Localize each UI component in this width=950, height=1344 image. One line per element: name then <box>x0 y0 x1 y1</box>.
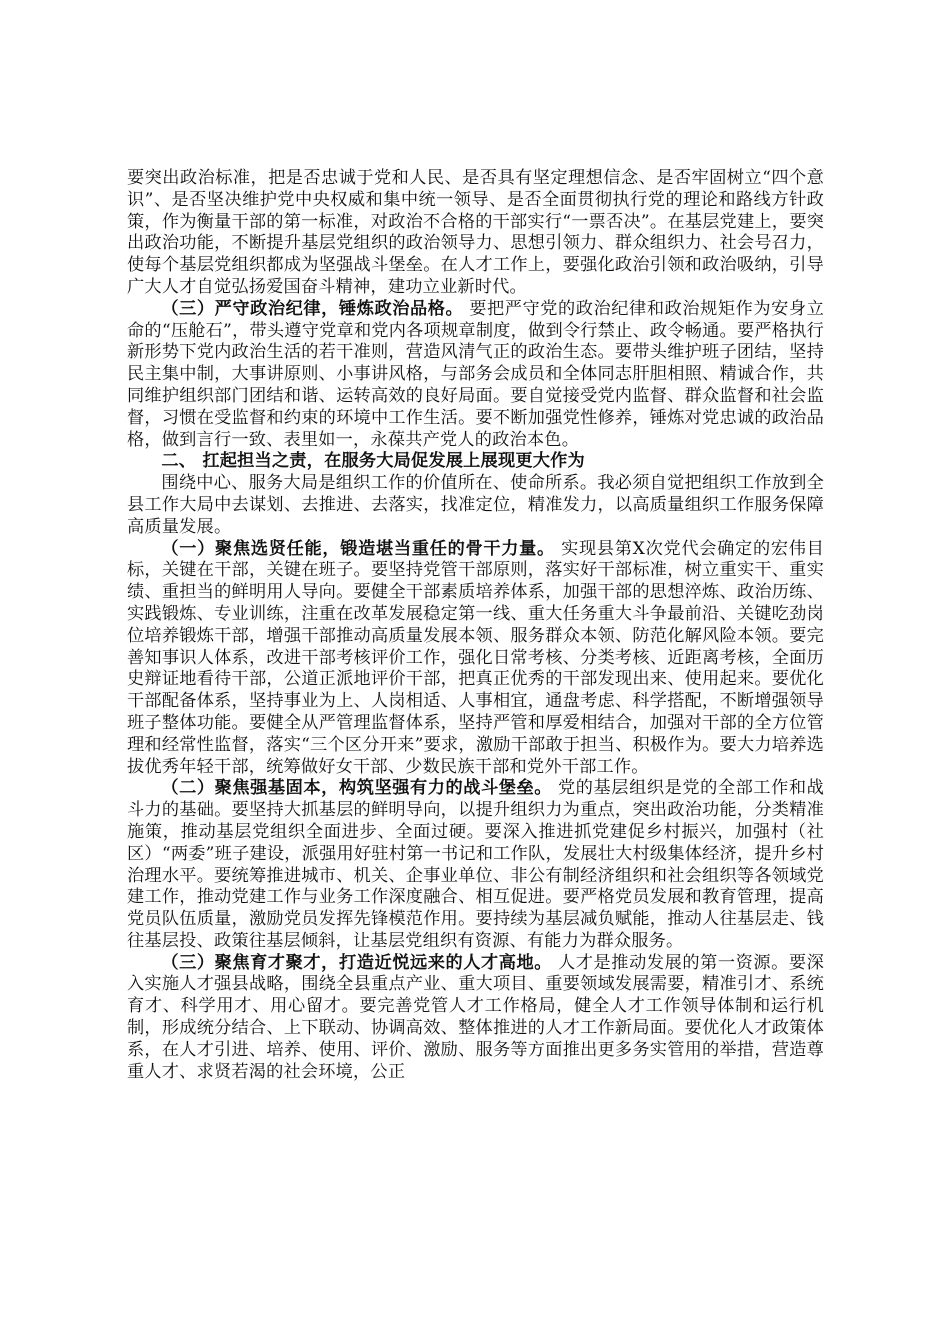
section-grassroots-text: 党的基层组织是党的全部工作和战斗力的基础。要坚持大抓基层的鲜明导向，以提升组织力为重点，突出政治功能，分类精准施策，推动基层党组织全面进步、全面过硬。要深入推进抓党建促乡村振兴，加强村（社区）“两委”班子建设，派强用好驻村第一书记和工作队，发展壮大村级集体经济，提升乡村治理水平。要统筹推进城市、机关、企事业单位、非公有制经济组织和社会组织等各领域党建工作，推动党建工作与业务工作深度融合、相互促进。要严格党员发展和教育管理，提高党员队伍质量，激励党员发挥先锋模范作用。要持续为基层减负赋能，推动人往基层走、钱往基层投、政策往基层倾斜，让基层党组织有资源、有能力为群众服务。 <box>127 778 825 951</box>
section-grassroots <box>127 778 824 952</box>
section-cadres <box>127 539 824 779</box>
section-talent-text: 人才是推动发展的第一资源。要深入实施人才强县战略，围绕全县重点产业、重大项目、重要领域发展需要，精准引才、系统育才、科学用才、用心留才。要完善党管人才工作格局，健全人才工作领导体制和运行机制，形成统分结合、上下联动、协调高效、整体推进的人才工作新局面。要优化人才政策体系，在人才引进、培养、使用、评价、激励、服务等方面推出更多务实管用的举措，营造尊重人才、求贤若渴的社会环境，公正 <box>127 952 825 1082</box>
section-discipline-title: （三）严守政治纪律，锤炼政治品格。 <box>161 298 464 319</box>
section-cadres-text: 实现县第X次党代会确定的宏伟目标，关键在干部，关键在班子。要坚持党管干部原则，落实好干部标准，树立重实干、重实绩、重担当的鲜明用人导向。要健全干部素质培养体系，加强干部的思想淬炼、政治历练、实践锻炼、专业训练，注重在改革发展稳定第一线、重大任务重大斗争最前沿、关键吃劲岗位培养锻炼干部，增强干部推动高质量发展本领、服务群众本领、防范化解风险本领。要完善知事识人体系，改进干部考核评价工作，强化日常考核、分类考核、近距离考核，全面历史辩证地看待干部，公道正派地评价干部，把真正优秀的干部发现出来、使用起来。要优化干部配备体系，坚持事业为上、人岗相适、人事相宜，通盘考虑、科学搭配，不断增强领导班子整体功能。要健全从严管理监督体系，坚持严管和厚爱相结合，加强对干部的全方位管理和经常性监督，落实“三个区分开来”要求，激励干部敢于担当、积极作为。要大力培养选拔优秀年轻干部，统筹做好女干部、少数民族干部和党外干部工作。 <box>127 538 824 777</box>
paragraph-political-standard: 要突出政治标准，把是否忠诚于党和人民、是否具有坚定理想信念、是否牢固树立“四个意识”、是否坚决维护党中央权威和集中统一领导、是否全面贯彻执行党的理论和路线方针政策，作为衡量干部的第一标准，对政治不合格的干部实行“一票否决”。在基层党建上，要突出政治功能，不断提升基层党组织的政治领导力、思想引领力、群众组织力、社会号召力，使每个基层党组织都成为坚强战斗堡垒。在人才工作上，要强化政治引领和政治吸纳，引导广大人才自觉弘扬爱国奋斗精神，建功立业新时代。 <box>127 168 824 297</box>
section-cadres-title: （一）聚焦选贤任能，锻造堪当重任的骨干力量。 <box>161 538 555 559</box>
section-grassroots-title: （二）聚焦强基固本，构筑坚强有力的战斗堡垒。 <box>161 778 553 799</box>
document-body <box>127 168 824 1083</box>
section-talent <box>127 953 824 1084</box>
chapter-heading-two: 二、 扛起担当之责，在服务大局促发展上展现更大作为 <box>161 451 585 472</box>
section-discipline-text: 要把严守党的政治纪律和政治规矩作为安身立命的“压舱石”，带头遵守党章和党内各项规章制度，做到令行禁止、政令畅通。要严格执行新形势下党内政治生活的若干准则，营造风清气正的政治生态。要带头维护班子团结，坚持民主集中制，大事讲原则、小事讲风格，与部务会成员和全体同志肝胆相照、精诚合作，共同维护组织部门团结和谐、运转高效的良好局面。要自觉接受党内监督、群众监督和社会监督，习惯在受监督和约束的环境中工作生活。要不断加强党性修养，锤炼对党忠诚的政治品格，做到言行一致、表里如一，永葆共产党人的政治本色。 <box>127 298 824 450</box>
section-discipline <box>127 299 824 452</box>
section-talent-title: （三）聚焦育才聚才，打造近悦远来的人才高地。 <box>161 952 553 973</box>
paragraph-chapter-two-intro: 围绕中心、服务大局是组织工作的价值所在、使命所系。我必须自觉把组织工作放到全县工作大局中去谋划、去推进、去落实，找准定位，精准发力，以高质量组织工作服务保障高质量发展。 <box>127 473 824 537</box>
